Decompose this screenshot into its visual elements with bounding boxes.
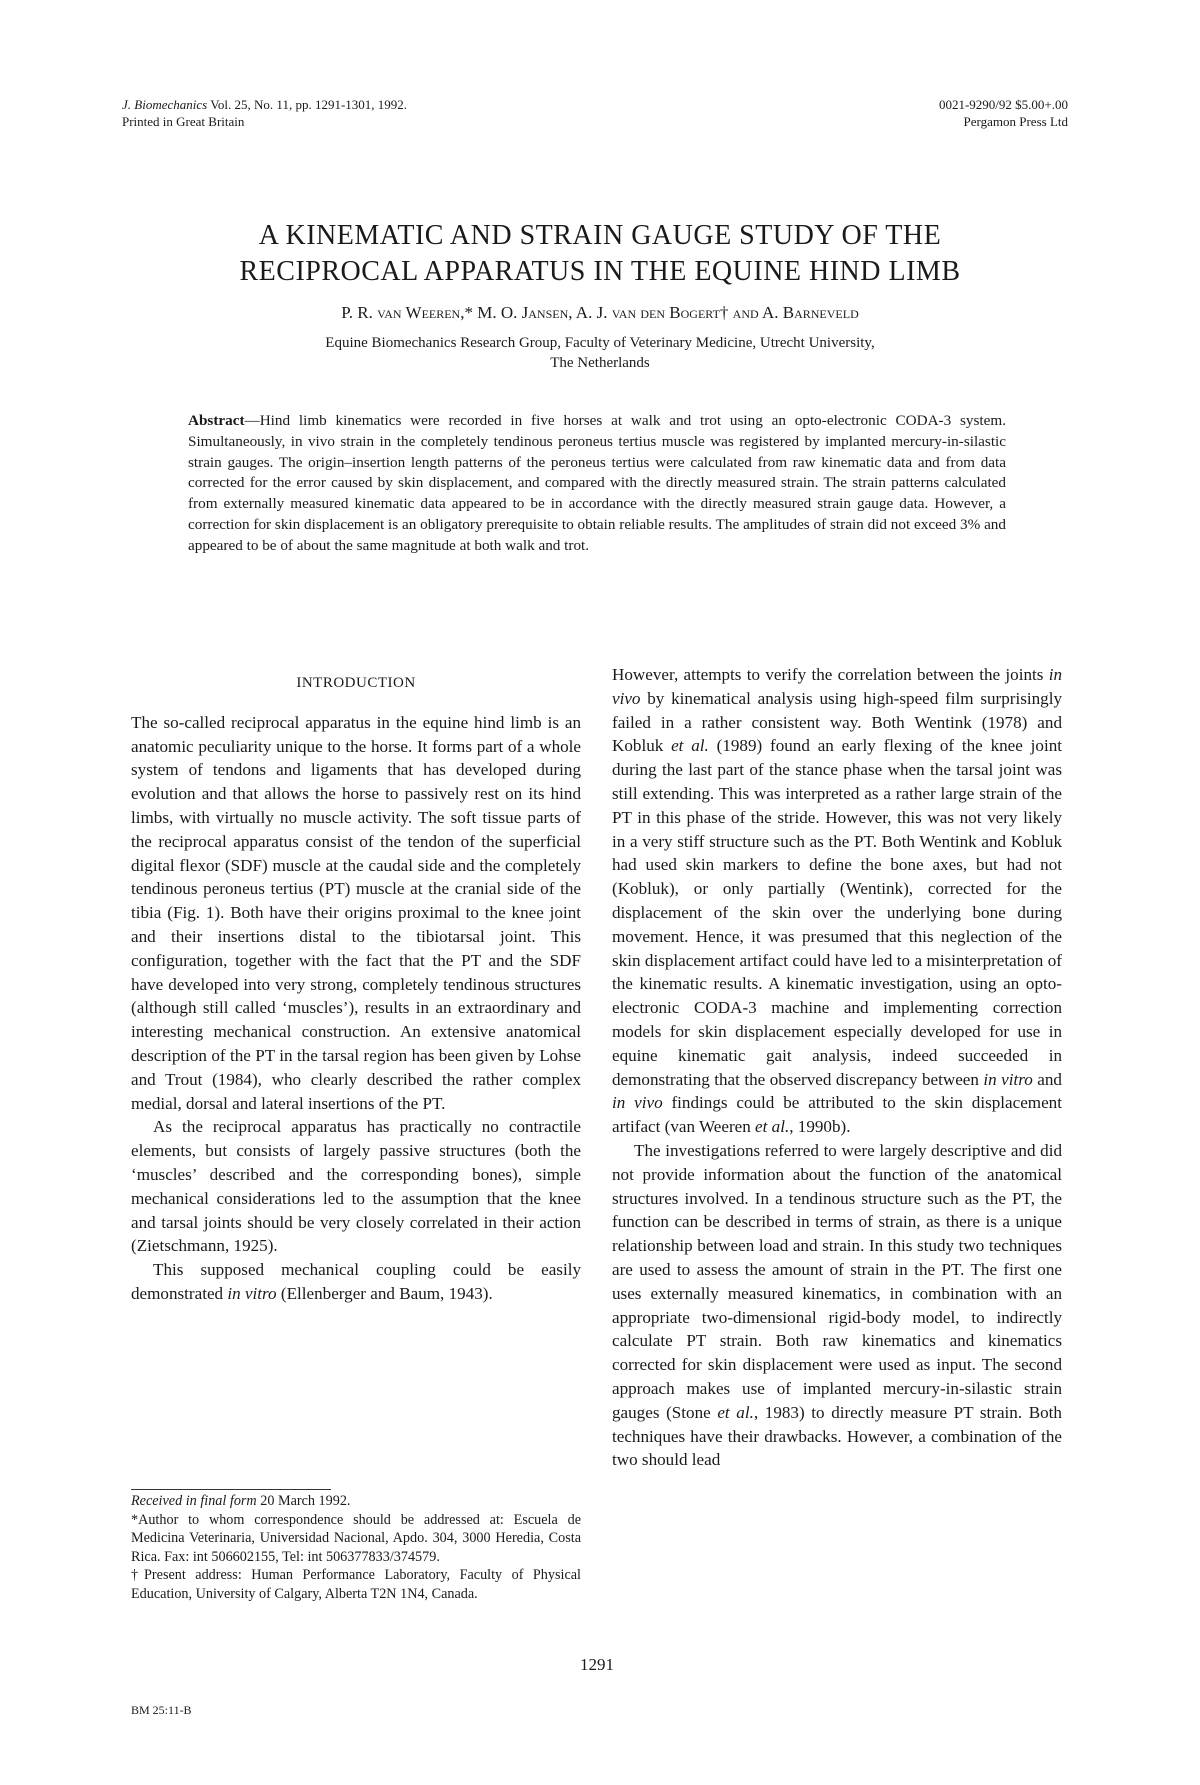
italic-run: in vivo: [612, 1093, 663, 1113]
italic-run: Received in final form: [131, 1493, 257, 1509]
present-address-note: [131, 1566, 581, 1603]
text-run: , 1983) to directly measure PT strain. Both techniques have their drawbacks. However, a combination of the two should lead: [612, 1402, 1062, 1470]
italic-run: et al.: [671, 736, 709, 756]
footnote-rule: [131, 1489, 331, 1490]
article-title: [160, 218, 1040, 290]
page-number: 1291: [580, 1655, 614, 1674]
journal-citation: Vol. 25, No. 11, pp. 1291-1301, 1992.: [210, 97, 408, 112]
paragraph: [612, 1139, 1062, 1472]
correspondence-note: *Author to whom correspondence should be addressed at: Escuela de Medicina Veterinaria, Universidad Nacional, Apdo. 304, 3000 Heredia, Costa Rica. Fax: int 506602155, Tel: int 506377833/374579.: [131, 1511, 581, 1565]
journal-name: J. Biomechanics: [122, 97, 208, 112]
italic-run: in vitro: [227, 1283, 277, 1303]
text-run: The investigations referred to were largely descriptive and did not provide information about the function of the anatomical structures involved. In a tendinous structure such as the PT, the function can be described in terms of strain, as there is a unique relationship between load and strain. In this study two techniques are used to assess the amount of strain in the PT. The first one uses externally measured kinematics, in combination with an appropriate two-dimensional rigid-body model, to indirectly calculate PT strain. Both raw kinematics and kinematics corrected for skin displacement were used as input. The second approach makes use of implanted mercury-in-silastic strain gauges (Stone: [612, 1140, 1062, 1422]
text-run: This supposed mechanical coupling could be easily demonstrated: [131, 1260, 581, 1303]
paragraph: The so-called reciprocal apparatus in the equine hind limb is an anatomic peculiarity unique to the horse. It forms part of a whole system of tendons and ligaments that has developed during evolution and that allows the horse to passively rest on its hind limbs, with virtually no muscle activity. The soft tissue parts of the reciprocal apparatus consist of the tendon of the superficial digital flexor (SDF) muscle at the caudal side and the completely tendinous peroneus tertius (PT) muscle at the cranial side of the tibia (Fig. 1). Both have their origins proximal to the knee joint and their insertions distal to the tibiotarsal joint. This configuration, together with the fact that the PT and the SDF have developed into very strong, completely tendinous structures (although still called ‘muscles’), results in an extraordinary and interesting mechanical construction. An extensive anatomical description of the PT in the tarsal region has been given by Lohse and Trout (1984), who clearly described the rather complex medial, dorsal and lateral insertions of the PT.: [131, 712, 581, 1113]
section-heading-introduction: INTRODUCTION: [296, 675, 416, 691]
abstract-text: —Hind limb kinematics were recorded in five horses at walk and trot using an opto-electronic CODA-3 system. Simultaneously, in vivo strain in the completely tendinous peroneus tertius muscle was registered by implanted mercury-in-silastic strain gauges. The origin–insertion length patterns of the peroneus tertius were calculated from raw kinematic data and from data corrected for the error caused by skin displacement, and compared with the directly measured strain. The strain patterns calculated from externally measured kinematic data appeared to be in accordance with the directly measured strain gauge data. However, a correction for skin displacement is an obligatory prerequisite to obtain reliable results. The amplitudes of strain did not exceed 3% and appeared to be of about the same magnitude at both walk and trot.: [188, 412, 1006, 554]
text-run: , 1990b).: [789, 1117, 851, 1137]
publisher: Pergamon Press Ltd: [963, 114, 1068, 129]
footnotes: [131, 1489, 581, 1604]
italic-run: et al.: [755, 1117, 790, 1137]
issn: 0021-9290/92 $5.00+.00: [938, 97, 1068, 112]
abstract-label: Abstract: [188, 412, 245, 429]
paragraph: As the reciprocal apparatus has practically no contractile elements, but consists of largely passive structures (both the ‘muscles’ described and the corresponding bones), simple mechanical considerations led to the assumption that the knee and tarsal joints should be very closely correlated in their action (Zietschmann, 1925).: [131, 1117, 581, 1256]
text-run: and: [1032, 1069, 1062, 1089]
text-run: findings could be attributed to the skin displacement artifact (van Weeren: [612, 1093, 1062, 1137]
title-line-1: A KINEMATIC AND STRAIN GAUGE STUDY OF THE: [258, 220, 942, 251]
text-run: 20 March 1992.: [256, 1493, 351, 1509]
italic-run: in vivo: [612, 665, 1062, 708]
affiliation-line-2: The Netherlands: [550, 355, 650, 371]
text-run: (Ellenberger and Baum, 1943).: [276, 1283, 493, 1303]
italic-run: in vitro: [983, 1069, 1033, 1089]
article-code: BM 25:11-B: [131, 1703, 192, 1717]
printed-note: Printed in Great Britain: [122, 114, 245, 129]
right-column: [612, 663, 1062, 1472]
title-line-2: RECIPROCAL APPARATUS IN THE EQUINE HIND LIMB: [239, 256, 961, 287]
text-run: However, attempts to verify the correlation between the joints: [612, 665, 1049, 684]
running-header-right: [939, 96, 1068, 130]
running-header-left: [122, 96, 407, 130]
authors: P. R. van Weeren,* M. O. Jansen, A. J. van den Bogert† and A. Barneveld: [341, 303, 859, 322]
paragraph: [612, 663, 1062, 1139]
abstract: [188, 411, 1006, 557]
text-run: Human Performance Laboratory, Faculty of Physical Education, University of Calgary, Alberta T2N 1N4, Canada.: [131, 1567, 581, 1602]
text-run: by kinematical analysis using high-speed film surprisingly failed in a rather consistent way. Both Wentink (1978) and Kobluk: [612, 688, 1062, 756]
left-column: [131, 660, 581, 1306]
affiliation-line-1: Equine Biomechanics Research Group, Faculty of Veterinary Medicine, Utrecht University,: [325, 335, 875, 351]
italic-run: et al.: [717, 1402, 754, 1422]
received-note: [131, 1492, 581, 1511]
text-run: †Present address:: [131, 1567, 242, 1584]
text-run: (1989) found an early flexing of the knee joint during the last part of the stance phase when the tarsal joint was still extending. This was interpreted as a rather large strain of the PT in this phase of the stride. However, this was not very likely in a very stiff structure such as the PT. Both Wentink and Kobluk had used skin markers to define the bone axes, but had not (Kobluk), or only partially (Wentink), corrected for the displacement of the skin over the underlying bone during movement. Hence, it was presumed that this neglection of the skin displacement artifact could have led to a misinterpretation of the kinematic results. A kinematic investigation, using an opto-electronic CODA-3 machine and implementing correction models for skin displacement especially developed for use in equine kinematic gait analysis, indeed succeeded in demonstrating that the observed discrepancy between: [612, 736, 1062, 1089]
affiliation: [160, 333, 1040, 373]
paragraph: [131, 1258, 581, 1306]
